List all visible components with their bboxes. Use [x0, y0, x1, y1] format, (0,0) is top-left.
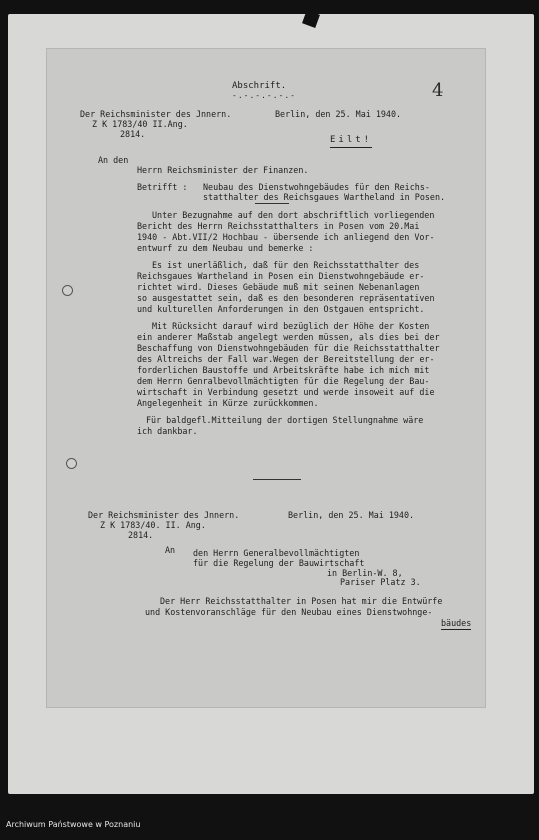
page-number: 4 [432, 80, 444, 101]
letter1-reference: Z K 1783/40 II.Ang. [92, 119, 188, 129]
title-ornament: -.-.-.-.-.- [232, 91, 296, 100]
body-line: Mit Rücksicht darauf wird bezüglich der Höhe der Kosten [152, 321, 430, 331]
body-line: Angelegenheit in Kürze zurückkommen. [137, 398, 319, 408]
subject-label: Betrifft : [137, 182, 188, 192]
body-line: forderlichen Baustoffe und Arbeitskräfte habe ich mich mit [137, 365, 430, 375]
document-title: Abschrift. [232, 81, 287, 91]
letter2-place-date: Berlin, den 25. Mai 1940. [288, 510, 415, 520]
address-line: Pariser Platz 3. [340, 577, 421, 587]
subject-line: Neubau des Dienstwohngebäudes für den Reichs- [203, 182, 430, 192]
letter2-body-line: und Kostenvoranschläge für den Neubau eines Dienstwohnge- [145, 607, 433, 617]
body-line: entwurf zu dem Neubau und bemerke : [137, 243, 314, 253]
section-divider [253, 479, 301, 480]
punch-hole [66, 458, 77, 469]
letter2-reference: Z K 1783/40. II. Ang. [100, 520, 206, 530]
address-an: An [165, 545, 176, 555]
body-line: Bericht des Herrn Reichsstatthalters in Posen vom 20.Mai [137, 221, 420, 231]
address-line: in Berlin-W. 8, [327, 568, 403, 578]
recipient-line: An den [98, 155, 129, 165]
body-line: Unter Bezugnahme auf den dort abschriftlich vorliegenden [152, 210, 435, 220]
address-line: den Herrn Generalbevollmächtigten [193, 548, 360, 558]
letter1-sender: Der Reichsminister des Jnnern. [80, 109, 232, 119]
body-line: Reichsgaues Wartheland in Posen ein Dienstwohngebäude er- [137, 271, 425, 281]
body-line: dem Herrn Genralbevollmächtigten für die Regelung der Bau- [137, 376, 430, 386]
body-line: ich dankbar. [137, 426, 198, 436]
body-line: ein anderer Maßstab angelegt werden müssen, als dies bei der [137, 332, 440, 342]
urgent-mark: Eilt! [330, 134, 372, 148]
body-line: richtet wird. Dieses Gebäude muß mit seinen Nebenanlagen [137, 282, 420, 292]
body-line: Für baldgefl.Mitteilung der dortigen Stellungnahme wäre [146, 415, 424, 425]
address-line: für die Regelung der Bauwirtschaft [193, 558, 365, 568]
recipient-line: Herrn Reichsminister der Finanzen. [137, 165, 309, 175]
letter1-ref-number: 2814. [120, 129, 146, 139]
body-line: so ausgestattet sein, daß es den besonderen repräsentativen [137, 293, 435, 303]
body-line: wirtschaft in Verbindung gesetzt und werde insoweit auf die [137, 387, 435, 397]
subject-line: statthalter des Reichsgaues Wartheland in Posen. [203, 192, 446, 202]
body-line: Beschaffung von Dienstwohngebäuden für die Reichsstatthalter [137, 343, 440, 353]
body-line: des Altreichs der Fall war.Wegen der Bereitstellung der er- [137, 354, 435, 364]
archive-name: Archiwum Państwowe w Poznaniu [6, 820, 141, 829]
letter1-place-date: Berlin, den 25. Mai 1940. [275, 109, 402, 119]
subject-underline [255, 203, 289, 204]
body-line: und kulturellen Anforderungen in den Ostgauen entspricht. [137, 304, 425, 314]
punch-hole [62, 285, 73, 296]
letter2-sender: Der Reichsminister des Jnnern. [88, 510, 240, 520]
body-line: 1940 - Abt.VII/2 Hochbau - übersende ich anliegend den Vor- [137, 232, 435, 242]
letter2-ref-number: 2814. [128, 530, 154, 540]
body-line: Es ist unerläßlich, daß für den Reichsstatthalter des [152, 260, 420, 270]
letter2-body-line: bäudes [441, 617, 471, 630]
letter2-body-line: Der Herr Reichsstatthalter in Posen hat mir die Entwürfe [160, 596, 443, 606]
